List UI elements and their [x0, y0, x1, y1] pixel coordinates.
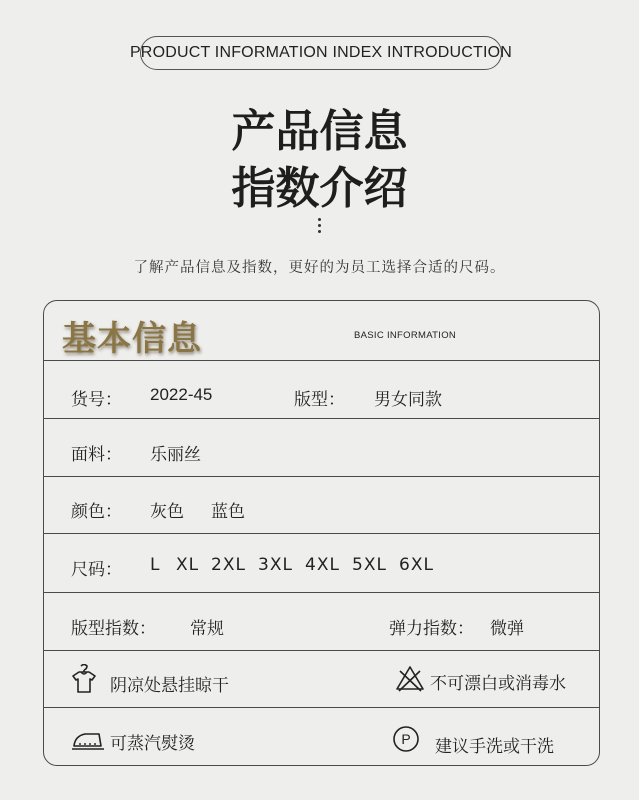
size-2xl: 2XL	[211, 555, 246, 575]
size-6xl: 6XL	[399, 555, 434, 575]
header-pill: PRODUCT INFORMATION INDEX INTRODUCTION	[140, 36, 502, 70]
size-l: L	[150, 555, 161, 575]
page-subtitle: 了解产品信息及指数，更好的为员工选择合适的尺码。	[133, 260, 506, 276]
fit-index-value: 常规	[190, 619, 224, 639]
row-item-style	[44, 361, 599, 419]
row-fabric	[44, 419, 599, 477]
style-value: 男女同款	[374, 390, 442, 410]
card-title: 基本信息	[62, 319, 202, 359]
row-care-2	[44, 708, 599, 766]
row-index	[44, 593, 599, 651]
color-value-gray: 灰色	[150, 502, 184, 522]
color-value-blue: 蓝色	[211, 502, 245, 522]
no-bleach-icon	[395, 664, 425, 692]
page-title-line2: 指数介绍	[231, 163, 408, 214]
style-label: 版型：	[294, 390, 345, 410]
care-steam-iron-label: 可蒸汽熨烫	[110, 734, 195, 754]
care-hang-dry-label: 阴凉处悬挂晾干	[110, 676, 229, 696]
size-4xl: 4XL	[305, 555, 340, 575]
card-header	[44, 301, 599, 361]
care-wash-label: 建议手洗或干洗	[435, 737, 554, 757]
row-care-1	[44, 651, 599, 708]
color-label: 颜色：	[71, 502, 122, 522]
vertical-dots-divider	[316, 218, 322, 233]
row-size	[44, 534, 599, 593]
fit-index-label: 版型指数：	[71, 619, 156, 639]
elastic-index-value: 微弹	[490, 619, 524, 639]
size-xl: XL	[176, 555, 200, 575]
item-no-label: 货号：	[71, 390, 122, 410]
size-5xl: 5XL	[352, 555, 387, 575]
hang-dry-shirt-icon	[70, 664, 98, 694]
card-subtitle: BASIC INFORMATION	[354, 330, 457, 341]
row-color	[44, 477, 599, 534]
size-label: 尺码：	[71, 560, 122, 580]
item-no-value: 2022-45	[150, 385, 213, 404]
care-no-bleach-label: 不可漂白或消毒水	[430, 674, 566, 694]
fabric-label: 面料：	[71, 445, 122, 465]
svg-text:P: P	[401, 731, 411, 747]
size-3xl: 3XL	[258, 555, 293, 575]
fabric-value: 乐丽丝	[150, 445, 201, 465]
info-card	[43, 300, 600, 766]
elastic-index-label: 弹力指数：	[389, 619, 474, 639]
page-title-line1: 产品信息	[231, 106, 408, 157]
steam-iron-icon	[71, 728, 105, 750]
professional-clean-icon	[392, 725, 420, 753]
